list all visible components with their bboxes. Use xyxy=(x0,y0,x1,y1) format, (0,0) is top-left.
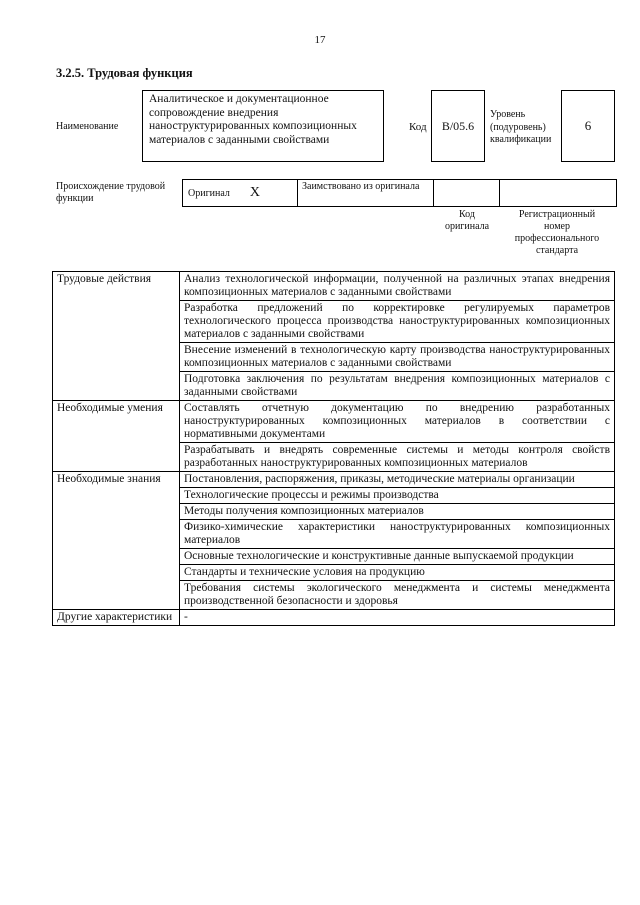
knowledge-item: Основные технологические и конструктивные данные выпускаемой продукции xyxy=(180,549,615,565)
knowledge-item: Методы получения композиционных материалов xyxy=(180,504,615,520)
knowledge-item: Требования системы экологического менеджмента и системы менеджмента производственной безопасности и здоровья xyxy=(180,581,615,610)
section-title: 3.2.5. Трудовая функция xyxy=(56,66,193,80)
origin-code-caption: Код оригинала xyxy=(444,209,490,232)
skill-item: Составлять отчетную документацию по внедрению разработанных наноструктурированных композиционных материалов в соответствии с нормативными документами xyxy=(180,401,615,443)
origin-reg-cell xyxy=(499,179,617,207)
labor-action-item: Подготовка заключения по результатам внедрения композиционных материалов с заданными свойствами xyxy=(180,372,615,401)
skills-label: Необходимые умения xyxy=(53,401,180,472)
original-mark: X xyxy=(249,185,261,200)
skill-item: Разрабатывать и внедрять современные системы и методы контроля свойств разработанных наноструктурированных композиционных материалов xyxy=(180,443,615,472)
origin-reg-caption: Регистрационный номер профессионального стандарта xyxy=(514,209,600,256)
code-label: Код xyxy=(409,121,427,133)
other-label: Другие характеристики xyxy=(53,610,180,626)
function-code-box: B/05.6 xyxy=(431,90,485,162)
function-details-table xyxy=(52,271,615,626)
original-label: Оригинал xyxy=(188,187,230,199)
labor-action-item: Внесение изменений в технологическую карту производства наноструктурированных композиционных материалов с заданными свойствами xyxy=(180,343,615,372)
origin-code-cell xyxy=(433,179,499,207)
other-value: - xyxy=(180,610,615,626)
qualification-level-box: 6 xyxy=(561,90,615,162)
origin-borrowed-cell: Заимствовано из оригинала xyxy=(297,179,433,207)
origin-row xyxy=(182,179,617,207)
knowledge-label: Необходимые знания xyxy=(53,472,180,610)
labor-action-item: Разработка предложений по корректировке регулируемых параметров технологического процесса производства наноструктурированных композиционных материалов с заданными свойствами xyxy=(180,301,615,343)
labor-action-item: Анализ технологической информации, полученной на различных этапах внедрения композиционных материалов с заданными свойствами xyxy=(180,272,615,301)
knowledge-item: Постановления, распоряжения, приказы, методические материалы организации xyxy=(180,472,615,488)
knowledge-item: Технологические процессы и режимы производства xyxy=(180,488,615,504)
origin-label: Происхождение трудовой функции xyxy=(56,181,166,204)
knowledge-item: Стандарты и технические условия на продукцию xyxy=(180,565,615,581)
level-label: Уровень (подуровень) квалификации xyxy=(490,109,552,145)
origin-original-cell xyxy=(182,179,297,207)
knowledge-item: Физико-химические характеристики наноструктурированных композиционных материалов xyxy=(180,520,615,549)
labor-actions-label: Трудовые действия xyxy=(53,272,180,401)
name-label: Наименование xyxy=(56,121,119,132)
page-number: 17 xyxy=(314,34,326,46)
function-name-box: Аналитическое и документационное сопровождение внедрения наноструктурированных композиционных материалов с заданными свойствами xyxy=(142,90,384,162)
